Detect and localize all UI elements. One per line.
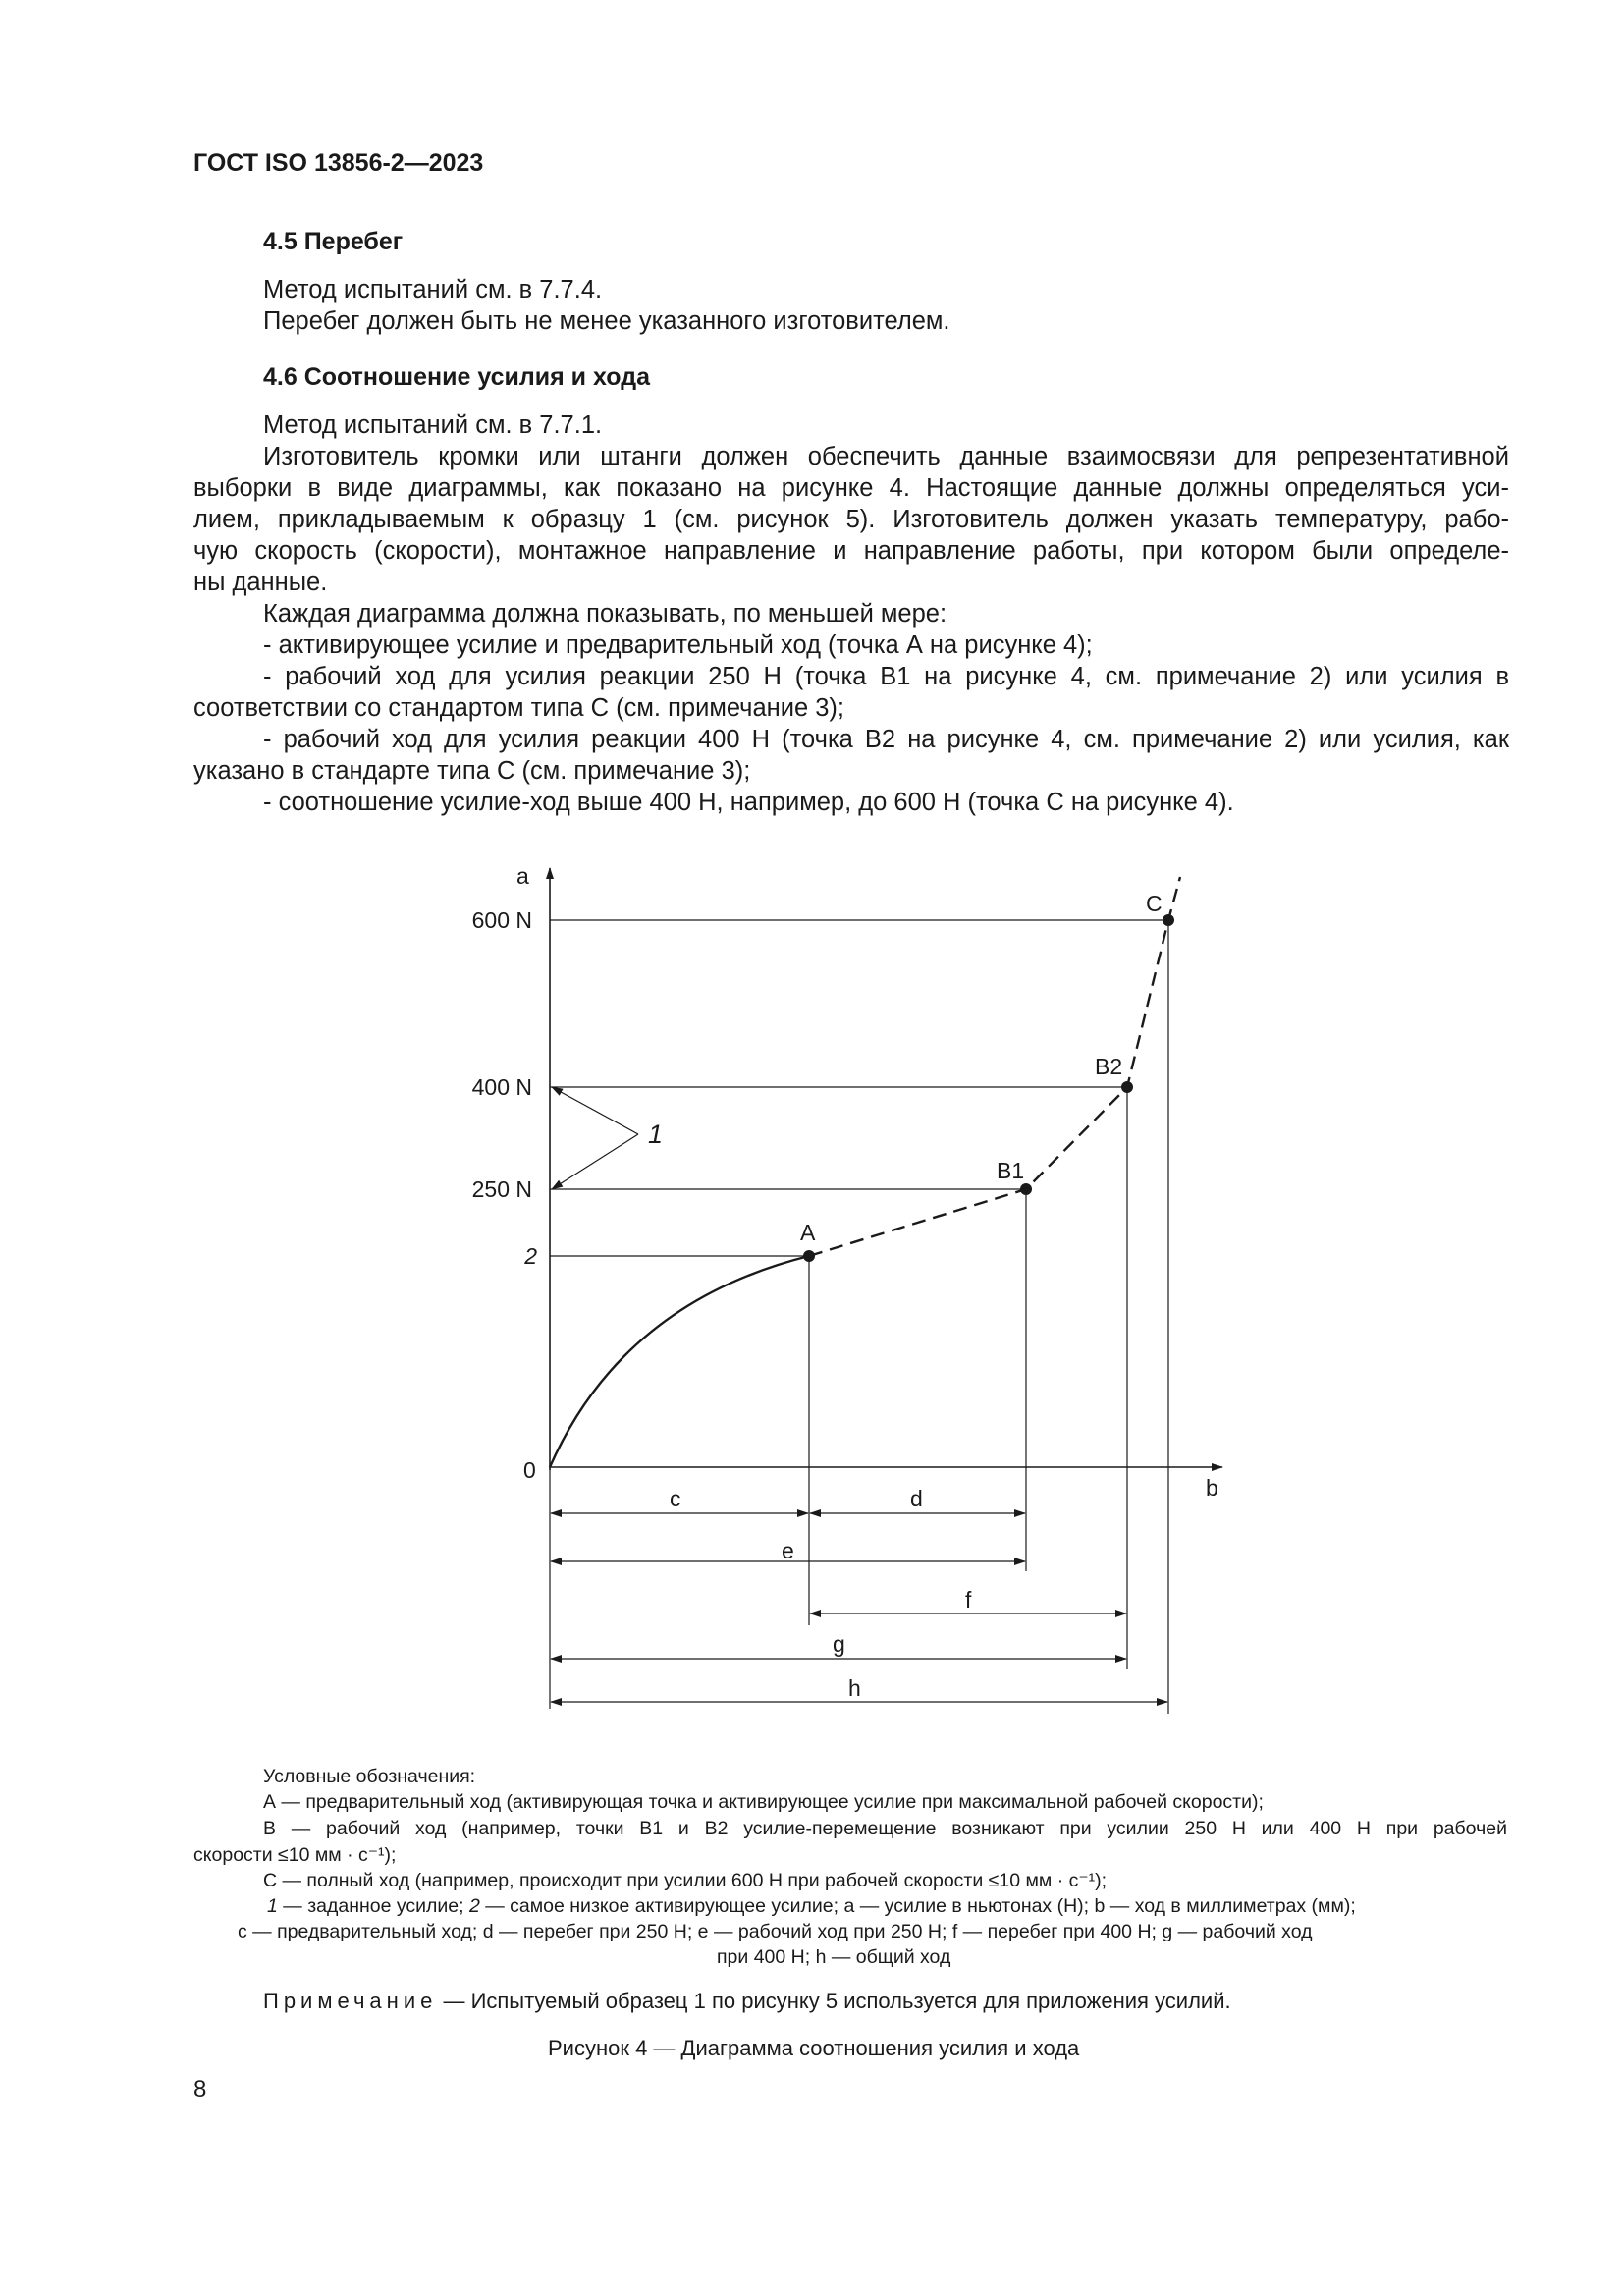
paragraph-line: Изготовитель кромки или штанги должен обеспечить данные взаимосвязи для репрезентативной (263, 443, 1509, 470)
dim-e-label: e (782, 1538, 794, 1563)
legend-item-b: В — рабочий ход (например, точки В1 и В2 усилие-перемещение возникают при усилии 250 Н или 400 Н при рабочей (263, 1818, 1507, 1839)
point-b2 (1121, 1081, 1133, 1093)
legend-item-b-cont: скорости ≤10 мм · с⁻¹); (193, 1844, 397, 1866)
force-label-1: 1 (648, 1120, 664, 1149)
section-4-6-title: 4.6 Соотношение усилия и хода (263, 363, 650, 391)
section-4-5-title: 4.5 Перебег (263, 228, 404, 255)
paragraph: Каждая диаграмма должна показывать, по меньшей мере: (263, 600, 947, 628)
point-b1-label: B1 (997, 1158, 1025, 1183)
dashed-curve (809, 877, 1180, 1256)
list-item: - рабочий ход для усилия реакции 400 Н (точка В2 на рисунке 4, см. примечание 2) или усилия, как (263, 726, 1509, 753)
y-tick-400: 400 N (471, 1074, 532, 1100)
paragraph: Метод испытаний см. в 7.7.4. (263, 276, 603, 303)
dim-f-label: f (965, 1587, 972, 1613)
paragraph-line: лием, прикладываемым к образцу 1 (см. рисунок 5). Изготовитель должен указать температуру, рабо- (193, 506, 1509, 533)
paragraph-line: ны данные. (193, 569, 328, 596)
paragraph-line: выборки в виде диаграммы, как показано на рисунке 4. Настоящие данные должны определяться уси- (193, 474, 1509, 502)
pretravel-curve (550, 1256, 809, 1467)
legend-n1: 1 (267, 1895, 278, 1917)
page-number: 8 (193, 2076, 207, 2103)
note-text: — Испытуемый образец 1 по рисунку 5 используется для приложения усилий. (437, 1989, 1231, 2013)
y-tick-250: 250 N (471, 1176, 532, 1202)
paragraph: Перебег должен быть не менее указанного изготовителем. (263, 307, 950, 335)
list-item-continuation: соответствии со стандартом типа С (см. примечание 3); (193, 694, 844, 722)
note (263, 1989, 1231, 2014)
note-label: Примечание (263, 1989, 438, 2013)
legend-n2: 2 (468, 1895, 480, 1917)
legend-numbers (267, 1895, 1356, 1918)
list-item: - активирующее усилие и предварительный ход (точка А на рисунке 4); (263, 631, 1093, 659)
figure-caption: Рисунок 4 — Диаграмма соотношения усилия и хода (548, 2036, 1080, 2060)
point-a (803, 1250, 815, 1262)
x-axis-label: b (1206, 1475, 1218, 1501)
y-tick-2: 2 (524, 1243, 537, 1269)
legend-item-a: А — предварительный ход (активирующая точка и активирующее усилие при максимальной рабочей скорости); (263, 1791, 1264, 1813)
legend-item-c: С — полный ход (например, происходит при усилии 600 Н при рабочей скорости ≤10 мм · с⁻¹); (263, 1870, 1108, 1891)
paragraph-line: чую скорость (скорости), монтажное направление и направление работы, при котором были определе- (193, 537, 1509, 565)
dim-h-label: h (848, 1675, 861, 1701)
list-item-continuation: указано в стандарте типа С (см. примечание 3); (193, 757, 751, 785)
y-tick-600: 600 N (471, 907, 532, 933)
point-c-label: C (1146, 891, 1163, 916)
list-item: - соотношение усилие-ход выше 400 Н, например, до 600 Н (точка С на рисунке 4). (263, 789, 1234, 816)
legend-n1-text: — заданное усилие; (277, 1895, 469, 1917)
y-axis-label: a (516, 863, 529, 889)
dim-d-label: d (910, 1486, 923, 1511)
legend-letters: c — предварительный ход; d — перебег при 250 Н; e — рабочий ход при 250 Н; f — перебег при 400 Н; g — рабочий ход (238, 1921, 1313, 1942)
legend-letters-cont: при 400 Н; h — общий ход (717, 1946, 951, 1968)
point-b2-label: B2 (1095, 1054, 1123, 1079)
point-a-label: A (800, 1220, 816, 1245)
paragraph: Метод испытаний см. в 7.7.1. (263, 411, 603, 439)
origin-label: 0 (523, 1457, 536, 1483)
legend-title: Условные обозначения: (263, 1766, 476, 1787)
point-b1 (1020, 1183, 1032, 1195)
list-item: - рабочий ход для усилия реакции 250 Н (точка В1 на рисунке 4, см. примечание 2) или усилия в (263, 663, 1509, 690)
document-header: ГОСТ ISO 13856-2—2023 (193, 149, 484, 177)
legend-n2-text: — самое низкое активирующее усилие; a — усилие в ньютонах (Н); b — ход в миллиметрах (мм); (479, 1895, 1356, 1917)
dim-c-label: c (670, 1486, 681, 1511)
dim-g-label: g (833, 1631, 845, 1657)
point-c (1163, 914, 1174, 926)
